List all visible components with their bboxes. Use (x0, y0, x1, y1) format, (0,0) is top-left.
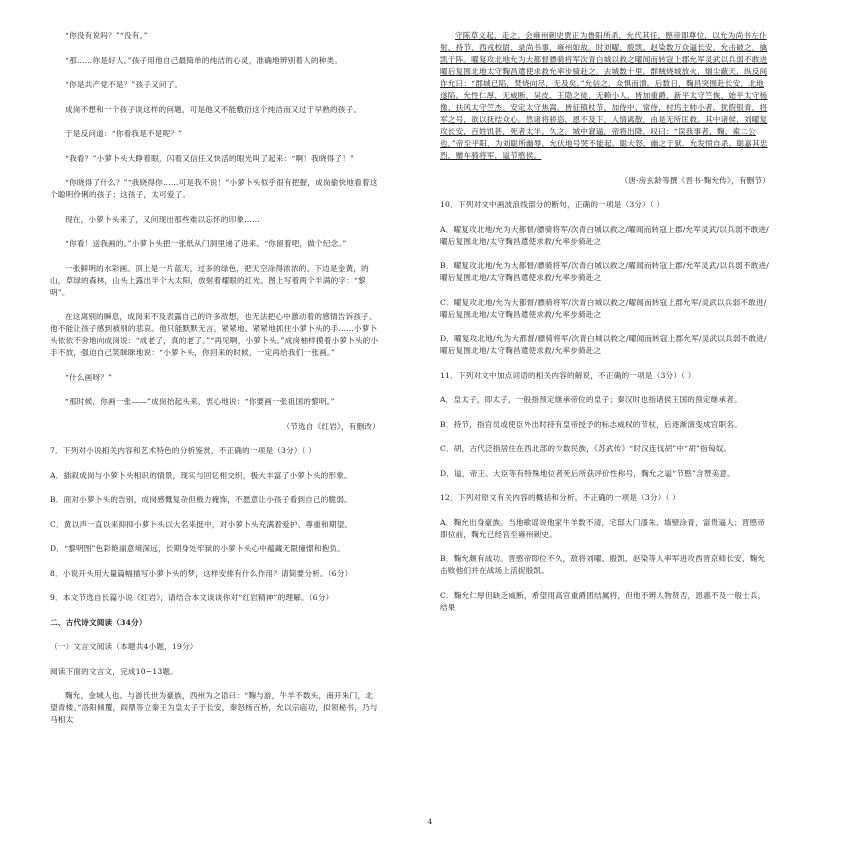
left-paragraph: “我看？”小萝卜头大睁着眼，闪着又信任又快活的眼光叫了起来：“啊！我晓得了！” (65, 153, 355, 163)
left-paragraph: 阅读下面的文言文，完成10~13题。 (50, 666, 179, 676)
left-paragraph: D．“黎明图”色彩艳丽意境深远，长期身处牢狱的小萝卜头心中蕴藏无限憧憬和抱负。 (50, 544, 346, 553)
left-paragraph: “什么画呀？” (65, 372, 113, 382)
left-paragraph: C．黄以声一直以来抑抑小萝卜头以大名来挺中，对小萝卜头充满着爱护、尊重和期望。 (50, 519, 353, 529)
left-paragraph: “你看！送我画的。”小萝卜头把一张纸从门洞里递了进来。“你留着吧，做个纪念。” (65, 239, 347, 248)
left-paragraph: “那……你是好人。”孩子用他自己最简单的纯洁的心灵，准确地辨别着人的种类。 (65, 55, 343, 65)
left-paragraph: B．面对小萝卜头的告别，成岗感慨复杂但极力掩饰，不愿意让小孩子看到自己的脆弱。 (50, 495, 352, 504)
left-paragraph: 一张鲜明的水彩画。顶上是一片蓝天，过多的绿色，把天空涂得浓浓的。下边是金黄，的山，草绿的森林，山头上露出半个大太阳，放射着耀眼的红光。图上写着两个半满的字：“黎明”。 (50, 263, 369, 297)
right-paragraph: 守陈草义起，走之。会雍州刺史贾正为鲁阳所杀，允代其任。愍帝即尊位，以允为尚书左仆射、持节、西戎校尉、录尚书事，雍州如故。时刘曜、殷凯、赵染数万众逼长安，允击破之，擒凯于阵。曜复攻北地允为大都督骠骑将军次青白城以救之曜闻而转寇上郡允军灵武以兵弱不敢进曜后复围北地太守麴昌遣使求救允率步骑赴之。去城数十里，群贼烧城放火，烟尘蔽天，纵反间诈允曰：“郡城已陷，焚烧向尽，无及矣。”允信之，众惧而溃。后数日，麴昌突围赴长安，北地遂陷。允性仁厚，无威断，吴皮、王隐之徒，无赖小人，皆加重爵，新平太守竺恢、始平太守杨像、扶风太守竺杰、安定太守焦嵩，皆征镇杖节，加侍中、常侍，村坞主帅小者，犹假银青，将军之号，欲以抚结众心。然诸将骄恣，恩不及下，人情离散，由是无所匡救。其中诸侯，刘曜复攻长安，百姓饥甚，死者太半。久之，城中窘逼，帝将出降，叹曰：“误我事者，麴、索二公也。”帝至平阳，为刘聪所幽辱，允伏地号哭不能起。聪大怒，幽之于狱，允发愤自杀。聪嘉其忠烈，赠车骑将军，谥节愍侯。 (440, 31, 768, 160)
right-paragraph: 12．下列对原文有关内容的概括和分析，不正确的一项是（3分）（ ） (440, 493, 680, 502)
right-paragraph: （唐·房玄龄等撰《晋书·麴允传》，有删节） (620, 175, 770, 185)
right-paragraph: B．持节，指官员或使臣外出时持有皇帝授予的标志威权的节杖，后逐渐演变成官职名。 (440, 419, 742, 429)
right-column (440, 30, 770, 626)
left-paragraph: 7．下列对小说相关内容和艺术特色的分析鉴赏，不正确的一项是（3分）（ ） (50, 446, 317, 455)
right-paragraph: D．曜复攻北地/允为大都督/骠骑将军/次青白城以救之/曜闻而转寇上郡允军/灵武以兵弱不敢进/曜后复围北地/太守麴昌遣使求救/允率步骑赴之 (440, 334, 767, 355)
left-paragraph: 9．本文节选自长篇小说《红岩》，请结合本文谈谈你对“红岩精神”的理解。（6分） (50, 593, 334, 602)
left-paragraph: “你没有说吗？”“没有。” (65, 31, 148, 40)
left-paragraph: 于是反问道：“你看我是不是呢？” (65, 129, 183, 138)
right-paragraph: A．皇太子，即太子，一般指预定继承帝位的皇子；秦汉时也指诸侯王国的预定继承者。 (440, 395, 742, 404)
left-paragraph: 8．小说开头用大量篇幅描写小萝卜头的梦，这样安排有什么作用？请简要分析。（6分） (50, 568, 353, 578)
left-paragraph: 成岗不想和一个孩子谈这样的问题，可是他又不能敷衍这个纯洁而又过于早熟的孩子。 (65, 104, 362, 114)
left-column (50, 30, 380, 739)
page-number: 4 (427, 818, 433, 826)
left-paragraph: 在这离别的瞬息，成岗来不及表露自己的许多敌想，也无法把心中激动着的感情告诉孩子。他不能让孩子感到被别的悲哀。他只能默默无言，紧紧地、紧紧地抓住小萝卜头的手……小萝卜头依依不舍地向成岗说：“成老了，真的老了。”“再见啊，小萝卜头。”成岗柚样摸着小萝卜头的小手不放，强迫自己笑眯眯地说：“小萝卜头，你回来的时候，一定再给我们一张画。” (50, 312, 379, 357)
right-paragraph: 11．下列对文中加点词语的相关内容的解说，不正确的一项是（3分）（ ） (440, 370, 696, 380)
left-paragraph: （一）文言文阅读（本题共4小题，19分） (50, 642, 198, 651)
left-paragraph: 现在，小萝卜头来了，又问现出那些难以忘怀的印象…… (65, 214, 260, 224)
left-paragraph: “你晓得了什么？”“我晓得你……可是我不说！”小萝卜头似乎很有把握，成岗偷快地看着这个聪明伶俐的孩子；这孩子，太可爱了。 (50, 178, 378, 199)
left-paragraph: A．插叙成岗与小萝卜头相识的情景，现实与回忆相交织，极大丰富了小萝卜头的形象。 (50, 470, 352, 480)
right-paragraph: A．曜复攻北地/允为大都督/骠骑将军/次青白城以救之/曜闻而转寇上郡/允军灵武/以兵弱不敢进/曜后复围北地/太守麴昌遣使求救/允率步骑赴之 (440, 224, 769, 246)
left-paragraph: “那时候，你画一张——”成岗抬起头来，衷心地说：“你要画一张祖国的黎明。” (65, 397, 335, 406)
right-paragraph: D．谥，帝王、大臣等有特殊地位者死后所获评价性称号，麴允之谥“节愍”含赞美意。 (440, 468, 736, 478)
right-paragraph: C．麴允仁厚但缺乏威断，希望用高官重爵团结属将，但他不辨人物贤否，恩惠不及一般士兵，结果 (440, 590, 766, 612)
right-paragraph: A．麴允出身豪族。当地歌谣说他家牛羊数不清，宅邸大门漆朱、墙壁涂青，富贵逼人；晋愍帝即位前，麴允已经官至雍州刺史。 (440, 517, 766, 539)
left-paragraph: （节选自《红岩》，有删改） (282, 421, 380, 431)
right-paragraph: B．麴允颇有战功。晋愍帝即位不久，敌将刘曜、殷凯、赵染等人率军进攻西晋京师长安，麴允击败他们并在战场上活捉殷凯。 (440, 554, 766, 575)
left-paragraph: 二、古代诗文阅读（34分） (50, 617, 147, 627)
right-paragraph: 10．下列对文中画波浪线部分的断句，正确的一项是（3分）（ ） (440, 200, 665, 209)
right-paragraph: C．胡，古代泛指居住在西北部的少数民族，《苏武传》“时汉连伐胡”中“胡”指匈奴。 (440, 444, 732, 453)
right-paragraph: C．曜复攻北地/允为大都督/骠骑将军/次青白城以救之/曜闻而转寇上郡允军/灵武以兵弱不敢进/曜后复围北地/太守麴昌遣使求救/允率步骑赴之 (440, 297, 767, 319)
left-paragraph: “你是共产党不是？”孩子又问了。 (65, 80, 183, 89)
right-paragraph: B．曜复攻北地/允为大都督/骠骑将军/次青白城以救之/曜闻而转寇上郡/允军灵武/以兵弱不敢进/曜后复围北地/太守麴昌遣使求救/允率步骑赴之 (440, 261, 770, 282)
left-paragraph: 麴允，金城人也。与游氏世为豪族，西州为之语曰：“麴与游，牛羊不数头，南开朱门，北望青楼。”洛阳倾覆，阎鼎等立秦王为皇太子于长安，秦怒杨百桥，允以宗庙功，拟领秘书，乃与马相太 (50, 691, 378, 724)
